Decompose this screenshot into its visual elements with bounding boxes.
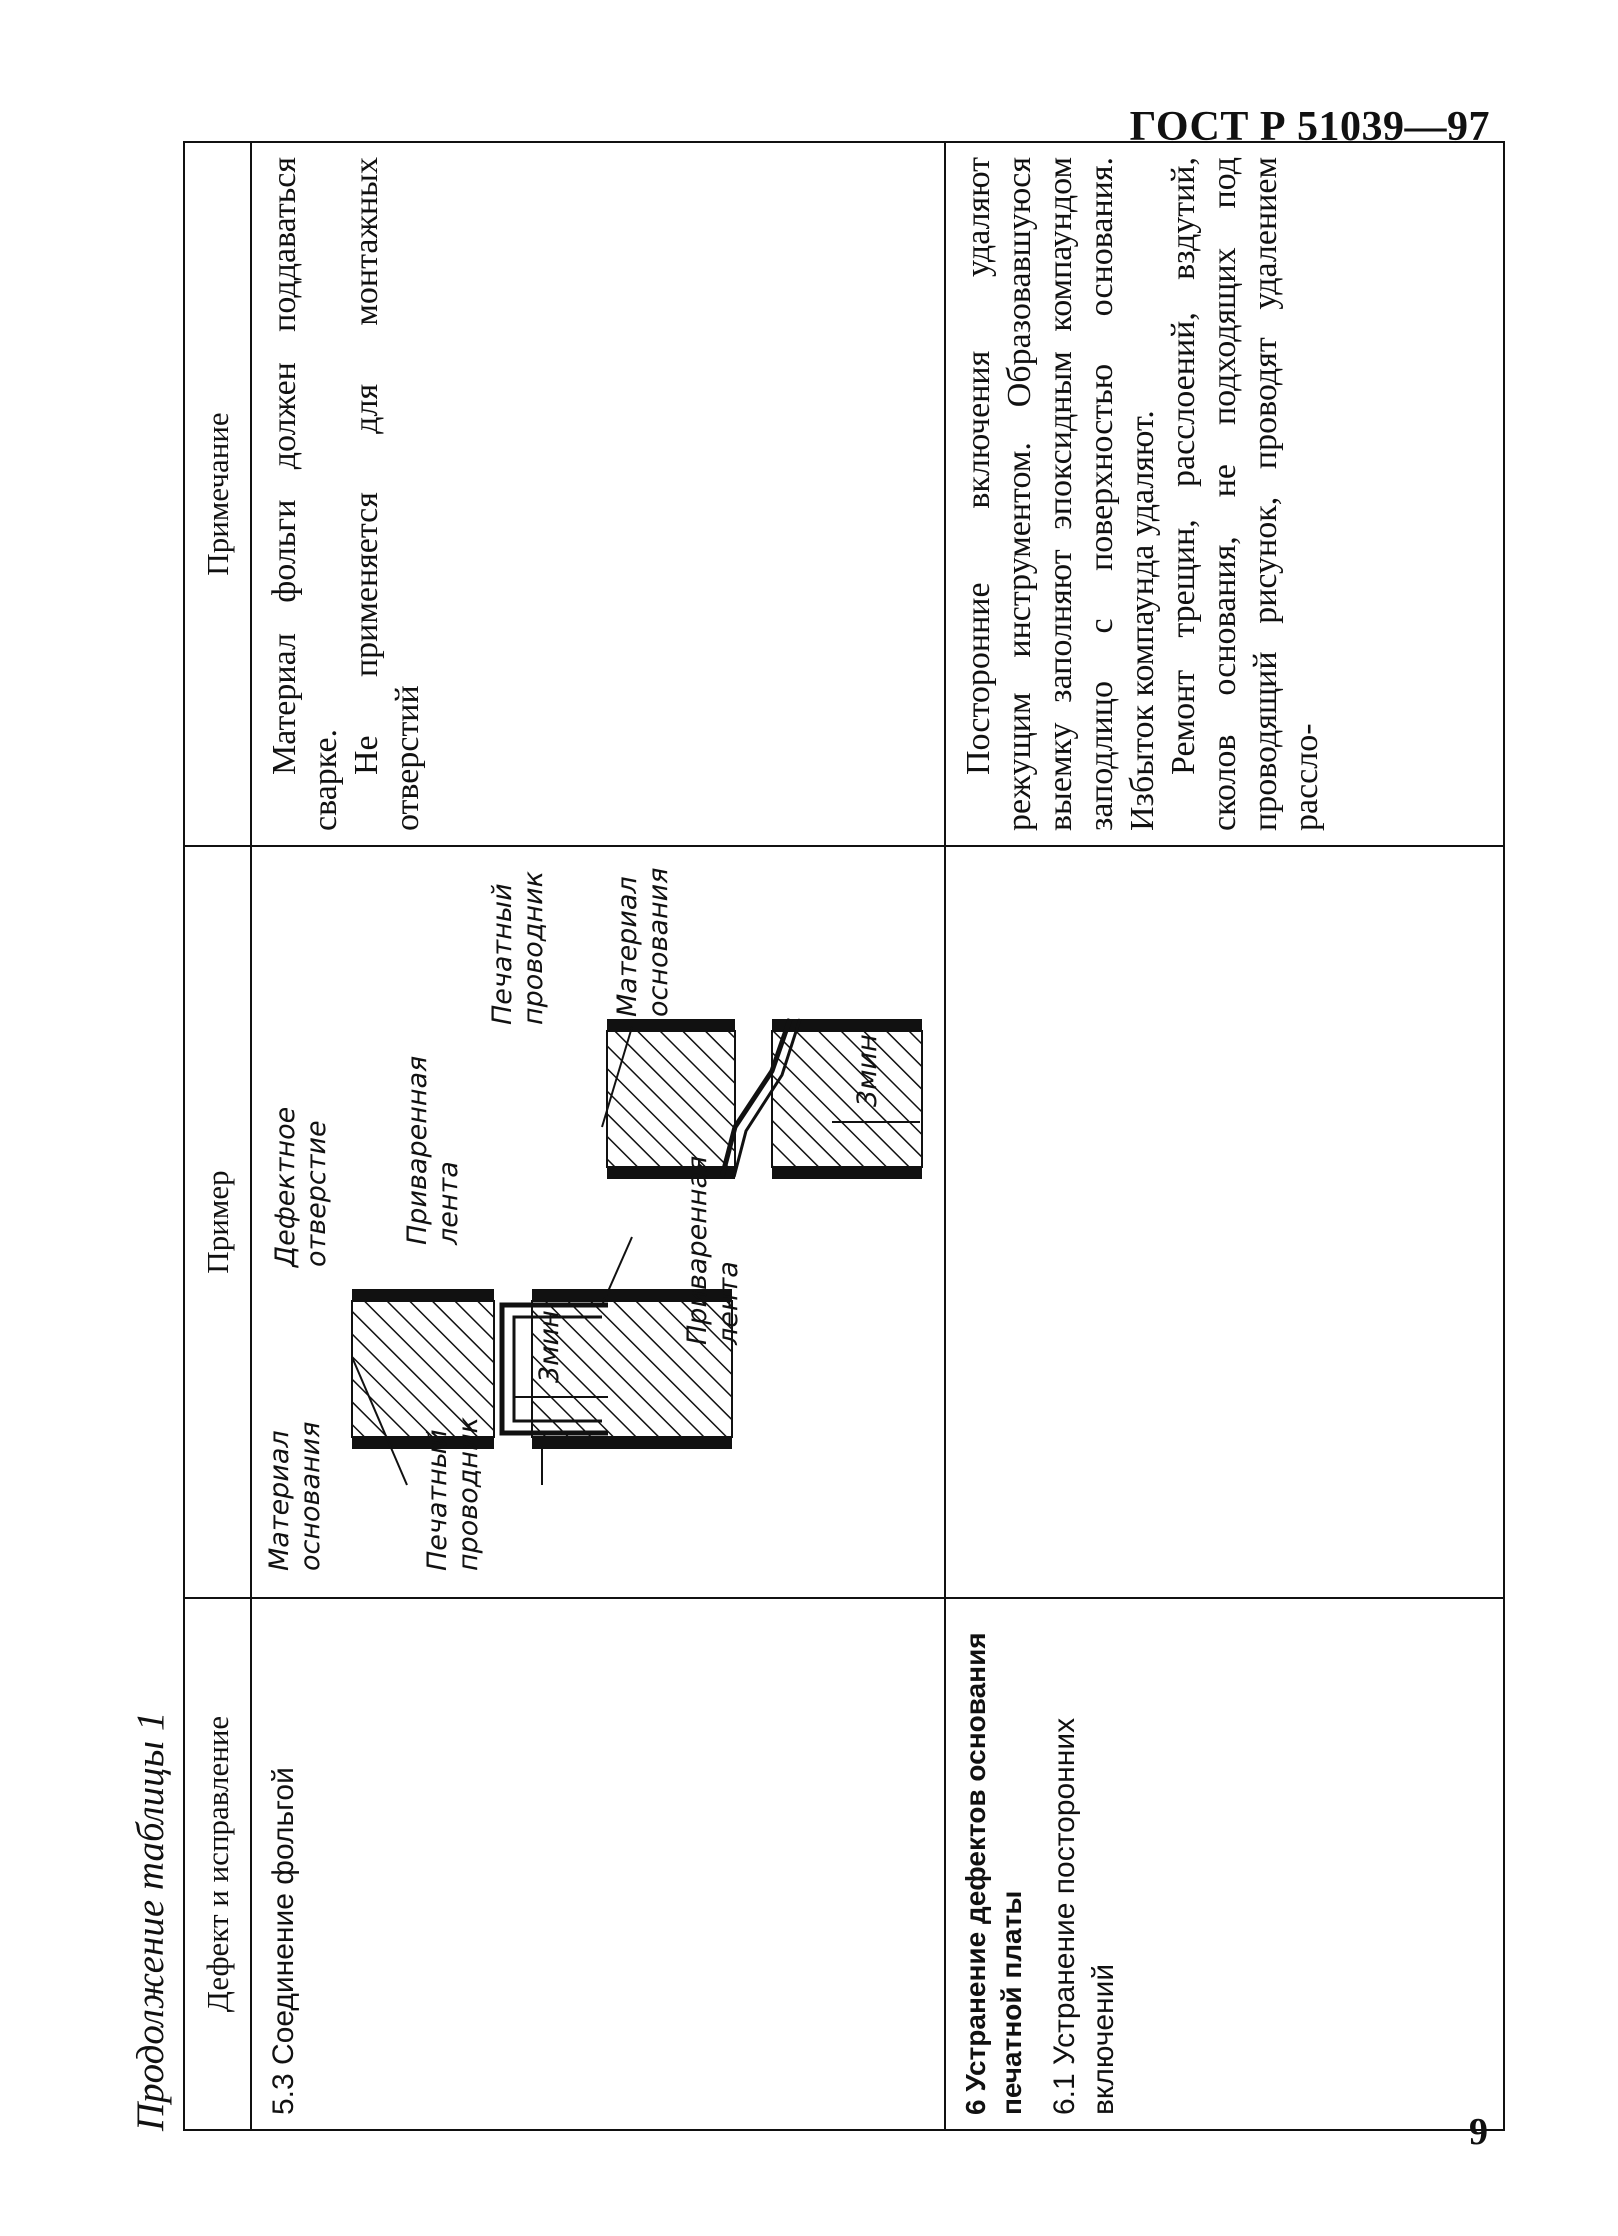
conductor-layer	[607, 1019, 735, 1031]
foil-joint-figure	[252, 845, 932, 1597]
note-paragraph: Ремонт трещин, расслоений, вздутий, сколов основания, не подходящих под проводящий рисунок, проводят удалением рассло-	[1165, 157, 1325, 831]
defect-text: 6.1 Устранение посторонних включений	[1047, 1717, 1120, 2115]
figure-drawing	[252, 845, 932, 1597]
example-cell	[251, 846, 945, 1598]
standard-number: ГОСТ Р 51039—97	[1129, 104, 1490, 150]
conductor-layer	[772, 1167, 922, 1179]
table-row	[945, 142, 1504, 2130]
example-cell	[945, 846, 1504, 1598]
note-paragraph: Посторонние включения удаляют режущим инструментом. Образовавшуюся выемку заполняют эпоксидным компаундом заподлицо с поверхностью основания. Избыток компаунда удаляют.	[960, 157, 1161, 831]
section-heading: 6 Устранение дефектов основания печатной платы	[960, 1632, 1028, 2115]
table-caption: Продолжение таблицы 1	[129, 1711, 172, 2131]
conductor-layer	[352, 1289, 494, 1301]
defect-cell	[945, 1598, 1504, 2130]
figure-label: Материал основания	[612, 867, 674, 1017]
column-header-note: Примечание	[184, 142, 251, 846]
note-paragraph: Материал фольги должен поддаваться сварке.	[266, 157, 344, 831]
figure-label: Печатный проводник	[487, 871, 549, 1025]
note-paragraph: Не применяется для монтажных отверстий	[348, 157, 426, 831]
table-row	[251, 142, 945, 2130]
board-section	[607, 1031, 735, 1167]
column-header-defect: Дефект и исправление	[184, 1598, 251, 2130]
figure-label: Приваренная лента	[402, 1055, 464, 1245]
column-header-example: Пример	[184, 846, 251, 1598]
figure-label: Приваренная лента	[682, 1155, 744, 1345]
conductor-layer	[772, 1019, 922, 1031]
defects-table	[183, 141, 1505, 2131]
note-cell	[251, 142, 945, 846]
figure-dimension: 3мин	[534, 1310, 565, 1383]
defect-cell	[251, 1598, 945, 2130]
defect-text: 5.3 Соединение фольгой	[267, 1767, 300, 2115]
board-section	[772, 1031, 922, 1167]
conductor-layer	[532, 1437, 732, 1449]
table-header-row	[184, 142, 251, 2130]
note-cell	[945, 142, 1504, 846]
figure-label: Материал основания	[264, 1421, 326, 1571]
figure-label: Печатный проводник	[422, 1417, 484, 1571]
page-number: 9	[1469, 2111, 1488, 2153]
figure-label: Дефектное отверстие	[270, 1106, 332, 1267]
figure-dimension: 3мин	[852, 1034, 883, 1107]
rotated-table-page	[128, 143, 1598, 2131]
